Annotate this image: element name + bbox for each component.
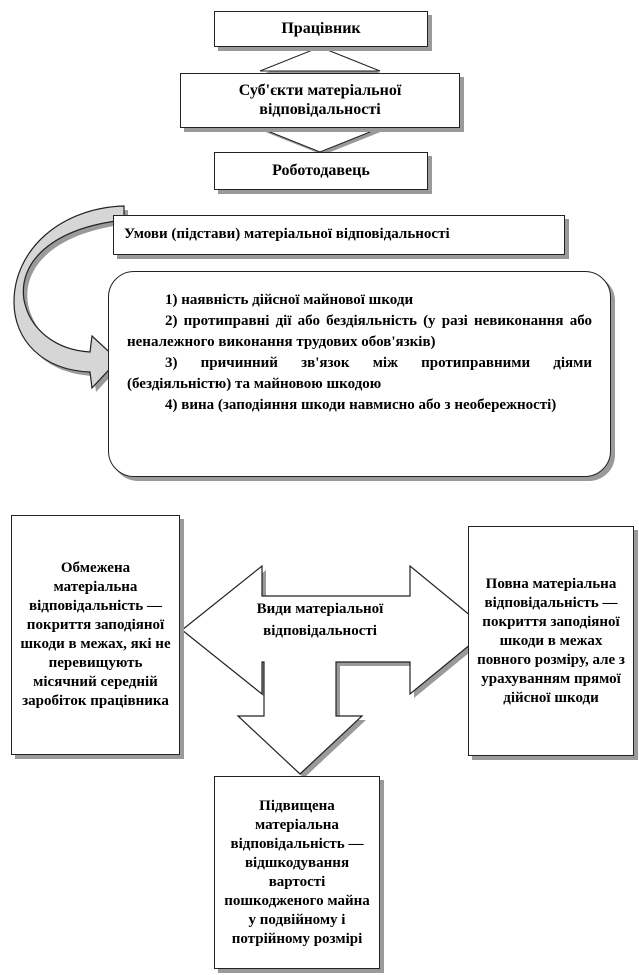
employer-label: Роботодавець [272, 161, 370, 179]
types-title [224, 598, 416, 642]
condition-item: 1) наявність дійсної майнової шкоди [165, 292, 414, 308]
limited-liability-box [11, 515, 180, 755]
subjects-title-line1: Суб'єкти матеріальної [238, 81, 402, 99]
full-liability-box [468, 526, 634, 756]
subjects-title-box [180, 73, 460, 128]
condition-item: 2) протиправні дії або бездіяльність (у разі невиконання або неналежного виконання трудових обов'язків) [127, 313, 592, 350]
types-title-line2: відповідальності [263, 623, 377, 639]
types-title-line1: Види матеріальної [256, 601, 384, 617]
worker-label: Працівник [281, 19, 361, 37]
employer-box [214, 152, 428, 190]
subjects-title-line2: відповідальності [259, 100, 381, 118]
condition-item: 4) вина (заподіяння шкоди навмисно або з необережності) [165, 397, 557, 413]
conditions-title-box [113, 215, 565, 255]
increased-liability-text: Підвищена матеріальна відповідальність — відшкодування вартості пошкодженого майна у подвійному і потрійному розмірі [224, 797, 370, 947]
worker-box [214, 11, 428, 47]
limited-liability-text: Обмежена матеріальна відповідальність — покриття заподіяної шкоди в межах, які не перевищують місячний середній заробіток працівника [20, 560, 171, 709]
conditions-title: Умови (підстави) матеріальної відповідальності [124, 226, 450, 243]
condition-item: 3) причинний зв'язок між протиправними діями (бездіяльністю) та майновою шкодою [127, 355, 592, 392]
conditions-list-box [108, 271, 611, 477]
increased-liability-box [214, 776, 380, 969]
full-liability-text: Повна матеріальна відповідальність — покриття заподіяної шкоди в межах повного розміру, але з урахуванням прямої дійсної шкоди [477, 575, 625, 706]
